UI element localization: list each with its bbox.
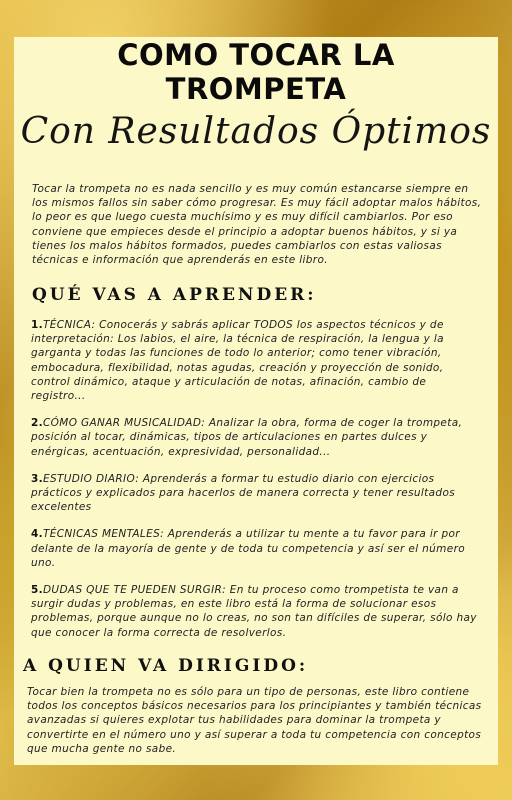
content-panel: [14, 37, 498, 765]
learn-list: [31, 318, 483, 653]
item-number: 2.: [31, 417, 43, 430]
list-item: [31, 416, 483, 459]
item-number: 3.: [31, 472, 43, 485]
intro-paragraph: Tocar la trompeta no es nada sencillo y es muy común estancarse siempre en los mismos fallos sin saber cómo progresar. Es muy fácil adoptar malos hábitos, lo peor es que luego cuesta muchísimo y es muy difícil cambiarlos. Por eso conviene que empieces desde el principio a adoptar buenos hábitos, y si ya tienes los malos hábitos formados, puedes cambiarlos con estas valiosas técnicas e información que aprenderás en este libro.: [32, 183, 482, 267]
item-text: CÓMO GANAR MUSICALIDAD: Analizar la obra, forma de coger la trompeta, posición al tocar, dinámicas, tipos de articulaciones en partes dulces y enérgicas, acentuación, expresividad, personalidad...: [31, 417, 463, 458]
title-line-1: COMO TOCAR LA: [117, 38, 395, 72]
title-line-2: TROMPETA: [165, 72, 347, 106]
item-number: 1.: [31, 319, 43, 331]
item-text: TÉCNICA: Conocerás y sabrás aplicar TODOS los aspectos técnicos y de interpretación: Los labios, el aire, la técnica de respiración, la lengua y la garganta y todas las funciones de todo lo anterior; como tener vibración, embocadura, flexibilidad, notas agudas, creación y proyección de sonido, control dinámico, ataque y articulación de notas, afinación, cambio de registro...: [31, 319, 444, 403]
page-title: [14, 37, 498, 106]
audience-paragraph: Tocar bien la trompeta no es sólo para un tipo de personas, este libro contiene todos los conceptos básicos necesarios para los principiantes y también técnicas avanzadas si quieres explotar tus habilidades para dominar la trompeta y convertirte en el número uno y así superar a toda tu competencia con conceptos que mucha gente no sabe.: [27, 686, 482, 755]
item-text: ESTUDIO DIARIO: Aprenderás a formar tu estudio diario con ejercicios prácticos y explicados para hacerlos de manera correcta y tener resultados excelentes: [31, 472, 456, 514]
section-heading-learn: QUÉ VAS A APRENDER:: [32, 285, 317, 305]
list-item: [31, 472, 483, 515]
page-subtitle: Con Resultados Óptimos: [20, 111, 492, 152]
list-item: [31, 583, 483, 640]
item-text: DUDAS QUE TE PUEDEN SURGIR: En tu proceso como trompetista te van a surgir dudas y problemas, en este libro está la forma de solucionar esos problemas, porque aunque no lo creas, no son tan difíciles de superar, sólo hay que conocer la forma correcta de resolverlos.: [31, 584, 477, 639]
item-number: 4.: [31, 528, 43, 541]
section-heading-audience: A QUIEN VA DIRIGIDO:: [23, 656, 309, 676]
item-text: TÉCNICAS MENTALES: Aprenderás a utilizar tu mente a tu favor para ir por delante de la mayoría de gente y de toda tu competencia y así ser el número uno.: [31, 528, 466, 569]
list-item: [31, 318, 483, 403]
item-number: 5.: [31, 584, 43, 597]
list-item: [31, 527, 483, 570]
